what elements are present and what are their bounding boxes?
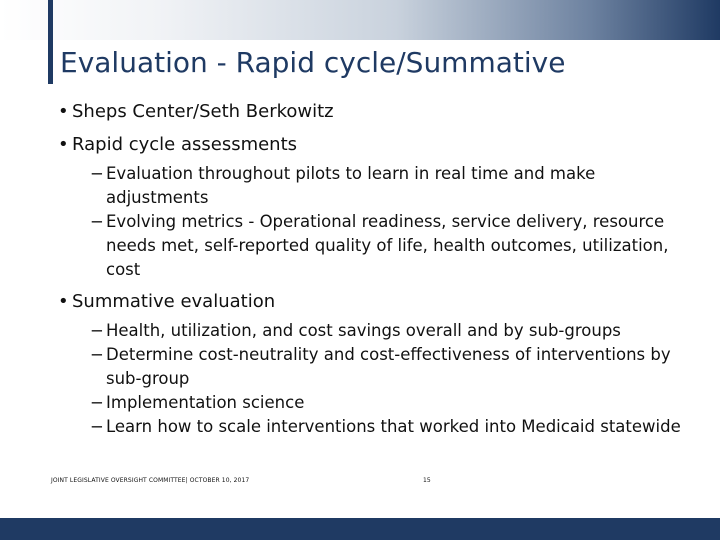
bullet-text: Summative evaluation <box>72 291 276 312</box>
header-gradient-band <box>0 0 720 40</box>
dash-marker: − <box>90 321 104 340</box>
bullet-marker: • <box>58 134 69 155</box>
bullet-item <box>58 290 698 314</box>
bullet-text: Rapid cycle assessments <box>72 134 298 155</box>
sub-bullet-text: Evaluation throughout pilots to learn in real time and make adjustments <box>106 164 596 207</box>
sub-bullet-item <box>88 343 698 391</box>
sub-bullet-text: Health, utilization, and cost savings overall and by sub-groups <box>106 321 621 340</box>
sub-bullet-item <box>88 210 698 282</box>
sub-bullet-item <box>88 391 698 415</box>
sub-bullet-item <box>88 415 698 439</box>
bullet-item <box>58 100 698 124</box>
slide-title: Evaluation - Rapid cycle/Summative <box>60 46 566 79</box>
dash-marker: − <box>90 417 104 436</box>
sub-bullet-item <box>88 319 698 343</box>
bullet-text: Sheps Center/Seth Berkowitz <box>72 101 334 122</box>
slide-content <box>58 100 698 439</box>
bullet-marker: • <box>58 291 69 312</box>
page-number: 15 <box>423 477 431 484</box>
sub-bullet-text: Evolving metrics - Operational readiness, service delivery, resource needs met, self-reported quality of life, health outcomes, utilization, cost <box>106 212 669 279</box>
dash-marker: − <box>90 164 104 183</box>
bullet-item <box>58 133 698 157</box>
title-accent-bar <box>48 0 53 84</box>
sub-bullet-text: Learn how to scale interventions that worked into Medicaid statewide <box>106 417 681 436</box>
sub-bullet-text: Implementation science <box>106 393 305 412</box>
dash-marker: − <box>90 212 104 231</box>
dash-marker: − <box>90 393 104 412</box>
footer-band <box>0 518 720 540</box>
footer-committee-text: JOINT LEGISLATIVE OVERSIGHT COMMITTEE| OCTOBER 10, 2017 <box>51 477 250 484</box>
sub-bullet-text: Determine cost-neutrality and cost-effectiveness of interventions by sub-group <box>106 345 671 388</box>
dash-marker: − <box>90 345 104 364</box>
sub-bullet-item <box>88 162 698 210</box>
bullet-marker: • <box>58 101 69 122</box>
